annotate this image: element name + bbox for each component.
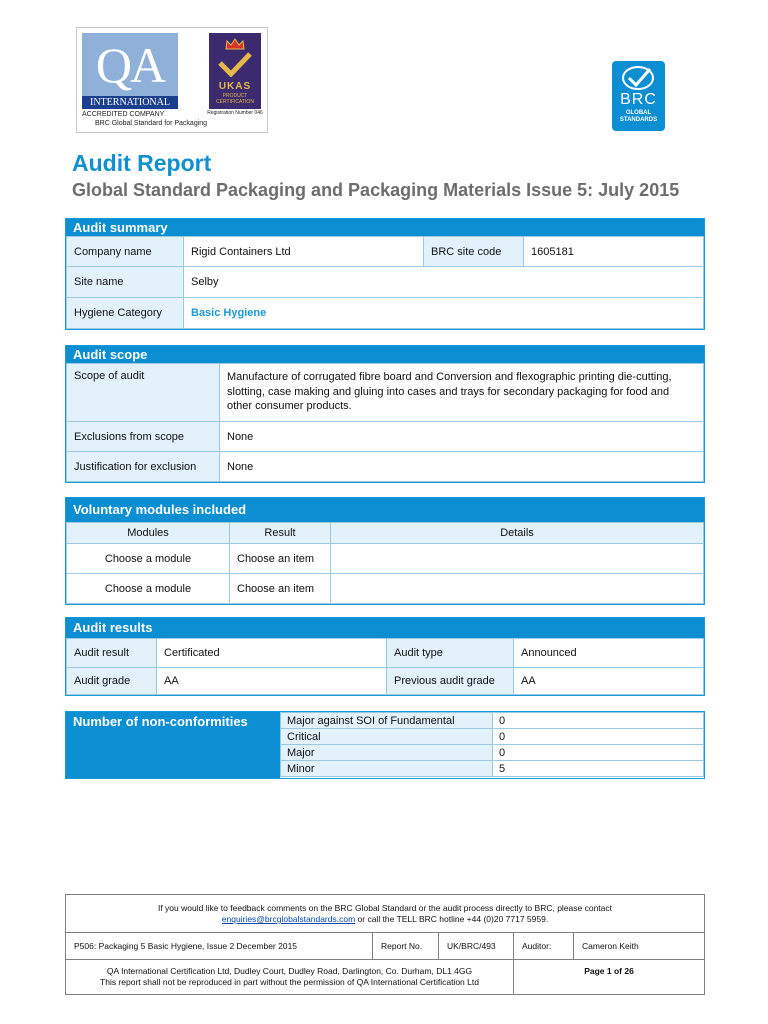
checkmark-icon	[620, 65, 657, 91]
non-conformities-table	[280, 712, 704, 777]
nc-value: 0	[493, 713, 704, 729]
hygiene-category-value[interactable]: Basic Hygiene	[184, 298, 704, 329]
crown-icon	[225, 38, 245, 50]
table-row	[67, 639, 704, 668]
section-heading: Audit summary	[66, 219, 704, 236]
brc-site-code-value: 1605181	[524, 237, 704, 267]
nc-label: Critical	[281, 729, 493, 745]
module-select[interactable]: Choose a module	[67, 544, 230, 574]
justification-label: Justification for exclusion	[67, 452, 220, 482]
table-row	[67, 574, 704, 604]
qa-accredited-text: ACCREDITED COMPANY	[82, 111, 165, 118]
section-heading: Audit results	[66, 618, 704, 638]
audit-summary-table	[66, 236, 704, 329]
previous-grade-label: Previous audit grade	[387, 668, 514, 695]
nc-label: Minor	[281, 761, 493, 777]
audit-type-value: Announced	[514, 639, 704, 668]
feedback-line: If you would like to feedback comments on the BRC Global Standard or the audit process directly to BRC, please contact	[157, 903, 613, 913]
page-footer	[65, 894, 705, 995]
scope-of-audit-value: Manufacture of corrugated fibre board and Conversion and flexographic printing die-cutting, slotting, case making and gluing into cases and trays for secondary packaging for food and other consumer products.	[220, 364, 704, 422]
footer-meta-row	[66, 933, 704, 960]
ukas-text: UKAS	[218, 81, 252, 92]
company-address: QA International Certification Ltd, Dudley Court, Dudley Road, Darlington, Co. Durham, DL1 4GG	[106, 966, 473, 976]
brc-global-standards-logo	[612, 61, 665, 131]
site-name-value: Selby	[184, 267, 704, 298]
nc-label: Major against SOI of Fundamental	[281, 713, 493, 729]
table-row	[281, 713, 704, 729]
hygiene-category-label: Hygiene Category	[67, 298, 184, 329]
report-no-value: UK/BRC/493	[439, 933, 514, 959]
nc-label: Major	[281, 745, 493, 761]
document-reference: P506: Packaging 5 Basic Hygiene, Issue 2 December 2015	[66, 933, 373, 959]
feedback-email-link[interactable]: enquiries@brcglobalstandards.com	[221, 914, 356, 924]
non-conformities-section	[65, 711, 705, 779]
footer-company-info	[66, 960, 514, 995]
audit-result-label: Audit result	[67, 639, 157, 668]
table-row	[281, 745, 704, 761]
feedback-hotline: or call the TELL BRC hotline +44 (0)20 7717 5959.	[355, 914, 549, 924]
auditor-label: Auditor:	[514, 933, 574, 959]
qa-ukas-logo-panel	[76, 27, 268, 133]
qa-brc-standard-text: BRC Global Standard for Packaging	[95, 120, 208, 127]
previous-grade-value: AA	[514, 668, 704, 695]
checkmark-icon	[217, 51, 253, 77]
audit-type-label: Audit type	[387, 639, 514, 668]
company-name-value: Rigid Containers Ltd	[184, 237, 424, 267]
feedback-note	[66, 895, 704, 933]
table-row	[67, 668, 704, 695]
audit-grade-label: Audit grade	[67, 668, 157, 695]
result-select[interactable]: Choose an item	[230, 574, 331, 604]
page-number: Page 1 of 26	[584, 966, 634, 976]
voluntary-modules-table	[66, 522, 704, 604]
table-row	[67, 237, 704, 267]
exclusions-label: Exclusions from scope	[67, 422, 220, 452]
audit-grade-value: AA	[157, 668, 387, 695]
ukas-logo	[209, 33, 261, 109]
nc-value: 5	[493, 761, 704, 777]
exclusions-value: None	[220, 422, 704, 452]
module-select[interactable]: Choose a module	[67, 574, 230, 604]
audit-result-value: Certificated	[157, 639, 387, 668]
brc-site-code-label: BRC site code	[424, 237, 524, 267]
section-heading: Number of non-conformities	[66, 712, 280, 778]
table-row	[281, 729, 704, 745]
table-header-row	[67, 523, 704, 544]
ukas-cert-text: PRODUCT CERTIFICATION	[216, 93, 254, 105]
table-row	[67, 267, 704, 298]
details-cell[interactable]	[331, 544, 704, 574]
table-row	[67, 422, 704, 452]
audit-results-table	[66, 638, 704, 695]
audit-scope-section	[65, 345, 705, 483]
qa-international-logo	[82, 33, 178, 109]
audit-summary-section	[65, 218, 705, 330]
table-row	[281, 761, 704, 777]
site-name-label: Site name	[67, 267, 184, 298]
column-header-modules: Modules	[67, 523, 230, 544]
qa-letters: QA	[95, 37, 165, 93]
brc-text: BRC	[620, 91, 657, 108]
details-cell[interactable]	[331, 574, 704, 604]
reproduction-notice: This report shall not be reproduced in part without the permission of QA International Certification Ltd	[100, 977, 479, 987]
column-header-result: Result	[230, 523, 331, 544]
column-header-details: Details	[331, 523, 704, 544]
brc-subtext: GLOBAL STANDARDS	[619, 110, 658, 123]
feedback-line-2	[66, 914, 704, 925]
result-select[interactable]: Choose an item	[230, 544, 331, 574]
section-heading: Audit scope	[66, 346, 704, 363]
auditor-value: Cameron Keith	[582, 941, 639, 951]
audit-results-section	[65, 617, 705, 696]
company-name-label: Company name	[67, 237, 184, 267]
audit-scope-table	[66, 363, 704, 482]
report-no-label: Report No.	[373, 933, 439, 959]
table-row	[67, 452, 704, 482]
scope-of-audit-label: Scope of audit	[67, 364, 220, 422]
page-title: Audit Report	[72, 150, 212, 176]
qa-international-text: INTERNATIONAL	[82, 96, 178, 109]
page-subtitle: Global Standard Packaging and Packaging Materials Issue 5: July 2015	[72, 180, 680, 200]
table-row	[67, 364, 704, 422]
table-row	[67, 298, 704, 329]
ukas-registration-text: Registration Number 046	[207, 110, 263, 116]
section-heading: Voluntary modules included	[66, 498, 704, 522]
justification-value: None	[220, 452, 704, 482]
table-row	[67, 544, 704, 574]
nc-value: 0	[493, 745, 704, 761]
voluntary-modules-section	[65, 497, 705, 605]
footer-bottom-row	[66, 960, 704, 995]
nc-value: 0	[493, 729, 704, 745]
